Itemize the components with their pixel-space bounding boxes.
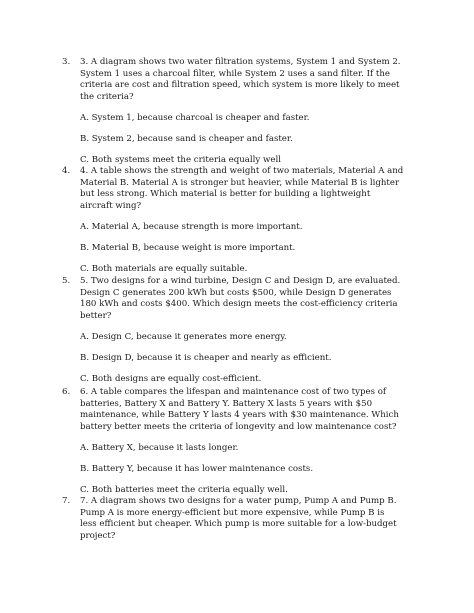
question-number: 7. — [62, 496, 71, 506]
option-b: B. System 2, because sand is cheaper and faster. — [80, 133, 293, 144]
option-b: B. Battery Y, because it has lower maintenance costs. — [80, 463, 314, 474]
option-a: A. Battery X, because it lasts longer. — [80, 443, 239, 454]
option-a: A. Design C, because it generates more energy. — [80, 332, 287, 343]
question-7 — [62, 496, 418, 542]
question-number: 5. — [62, 276, 71, 286]
option-a: A. System 1, because charcoal is cheaper and faster. — [80, 113, 310, 124]
option-b: B. Design D, because it is cheaper and nearly as efficient. — [80, 352, 332, 363]
question-6 — [62, 387, 418, 496]
question-number: 4. — [62, 166, 71, 176]
answer-options — [80, 443, 418, 496]
option-c: C. Both systems meet the criteria equally well — [80, 154, 281, 165]
question-number: 6. — [62, 387, 71, 397]
option-c: C. Both batteries meet the criteria equally well. — [80, 484, 288, 495]
option-c: C. Both designs are equally cost-efficient. — [80, 373, 262, 384]
question-text: 7. A diagram shows two designs for a water pump, Pump A and Pump B. Pump A is more energy-efficient but more expensive, while Pump B is less efficient but cheaper. Which pump is more suitable for a low-budget project? — [80, 496, 397, 541]
option-b: B. Material B, because weight is more important. — [80, 242, 296, 253]
option-c: C. Both materials are equally suitable. — [80, 263, 248, 274]
question-text: 4. A table shows the strength and weight of two materials, Material A and Material B. Material A is stronger but heavier, while Material B is lighter but less strong. Which material is better for building a lightweight aircraft wing? — [80, 166, 404, 211]
answer-options — [80, 332, 418, 385]
question-text: 6. A table compares the lifespan and maintenance cost of two types of batteries, Battery X and Battery Y. Battery X lasts 5 years with $50 maintenance, while Battery Y lasts 4 years with $30 maintenance. Which battery better meets the criteria of longevity and low maintenance cost? — [80, 387, 399, 432]
question-number: 3. — [62, 57, 71, 67]
option-a: A. Material A, because strength is more important. — [80, 222, 303, 233]
question-text: 3. A diagram shows two water filtration systems, System 1 and System 2. System 1 uses a charcoal filter, while System 2 uses a sand filter. If the criteria are cost and filtration speed, which system is more likely to meet the criteria? — [80, 57, 401, 102]
question-5 — [62, 276, 418, 385]
question-3 — [62, 57, 418, 166]
question-4 — [62, 166, 418, 275]
question-text: 5. Two designs for a wind turbine, Design C and Design D, are evaluated. Design C generates 200 kWh but costs $500, while Design D generates 180 kWh and costs $400. Which design meets the cost-efficiency criteria better? — [80, 276, 401, 321]
answer-options — [80, 113, 418, 166]
answer-options — [80, 222, 418, 275]
